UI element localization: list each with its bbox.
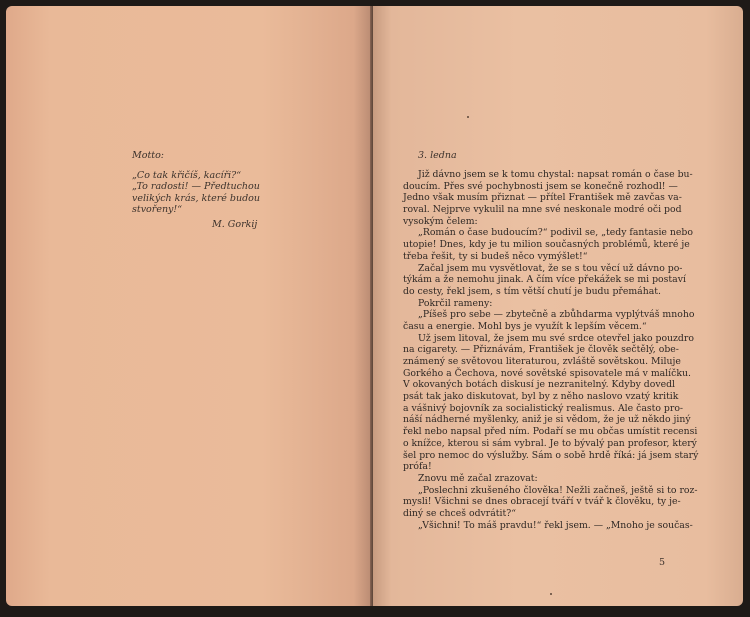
text-line: třeba řešit, ty si budeš něco vymýšlet!“ <box>403 250 588 262</box>
text-line: Gorkého a Čechova, nové sovětské spisovatele má v malíčku. <box>403 367 691 379</box>
motto-line: „Co tak křičíš, kacíři?“ <box>132 169 242 181</box>
text-line: Jedno však musím přiznat — přítel František mě zavčas va- <box>403 192 682 204</box>
text-line: a vášnivý bojovník za socialistický realismus. Ale často pro- <box>403 402 684 414</box>
text-line: prófa! <box>403 461 432 473</box>
text-line: Začal jsem mu vysvětlovat, že se s tou věcí už dávno po- <box>418 262 683 274</box>
text-line: řekl nebo napsal před ním. Podaří se mu občas umístit recensi <box>403 426 698 438</box>
text-line: vysokým čelem: <box>403 215 478 227</box>
motto-block <box>132 150 362 231</box>
text-line: náší nádherné myšlenky, aniž je si vědom, že je už někdo jiný <box>403 414 691 426</box>
text-line: „Všichni! To máš pravdu!“ řekl jsem. — „Mnoho je součas- <box>418 519 693 531</box>
paper-speck <box>550 593 552 595</box>
motto-author: M. Gorkij <box>212 218 258 230</box>
text-line: roval. Nejprve vykulil na mne své neskonale modré oči pod <box>403 204 682 216</box>
body-text <box>403 169 699 531</box>
paper-speck <box>467 116 469 118</box>
motto-line: „To radosti! — Předtuchou <box>132 181 260 193</box>
text-line: času a energie. Mohl bys je využít k lepším věcem.“ <box>403 320 647 332</box>
chapter-heading: 3. ledna <box>418 150 457 161</box>
text-line: šel pro nemoc do výslužby. Sám o sobě hrdě říká: já jsem starý <box>403 449 699 461</box>
text-line: Již dávno jsem se k tomu chystal: napsat román o čase bu- <box>418 169 693 180</box>
text-line: mysli! Všichni se dnes obracejí tváří v tvář k člověku, ty je- <box>403 496 681 508</box>
text-line: týkám a že nemohu jinak. A čím více překážek se mi postaví <box>403 274 686 286</box>
motto-label: Motto: <box>132 150 165 161</box>
text-line: „Poslechni zkušeného člověka! Nežli začneš, ještě si to roz- <box>418 484 698 496</box>
text-line: Znovu mě začal zrazovat: <box>418 472 538 484</box>
text-line: „Román o čase budoucím?“ podivil se, „tedy fantasie nebo <box>418 227 693 239</box>
text-line: utopie! Dnes, kdy je tu milion současných problémů, které je <box>403 239 690 251</box>
motto-line: stvořeny!“ <box>132 204 183 216</box>
text-line: o knížce, kterou si sám vybral. Je to bývalý pan profesor, který <box>403 437 697 449</box>
page-number: 5 <box>659 557 666 568</box>
left-page <box>6 6 372 606</box>
text-line: do cesty, řekl jsem, s tím větší chutí je budu přemáhat. <box>403 285 661 297</box>
text-line: Pokrčil rameny: <box>418 297 493 309</box>
motto-line: velikých krás, které budou <box>132 192 261 204</box>
text-line: psát tak jako diskutovat, byl by z něho naslovo vzatý kritik <box>403 391 679 403</box>
text-line: „Píšeš pro sebe — zbytečně a zbůhdarma vyplýtváš mnoho <box>418 309 695 321</box>
text-line: V okovaných botách diskusí je nezranitelný. Kdyby dovedl <box>403 379 676 391</box>
text-line: Už jsem litoval, že jsem mu své srdce otevřel jako pouzdro <box>418 332 694 344</box>
text-line: na cigarety. — Přiznávám, František je člověk sečtělý, obe- <box>403 344 679 356</box>
text-line: známený se světovou literaturou, zvláště sovětskou. Miluje <box>403 356 681 367</box>
text-line: diný se chceš odvrátit?“ <box>403 507 516 519</box>
text-line: doucím. Přes své pochybnosti jsem se konečně rozhodl! — <box>403 180 678 192</box>
